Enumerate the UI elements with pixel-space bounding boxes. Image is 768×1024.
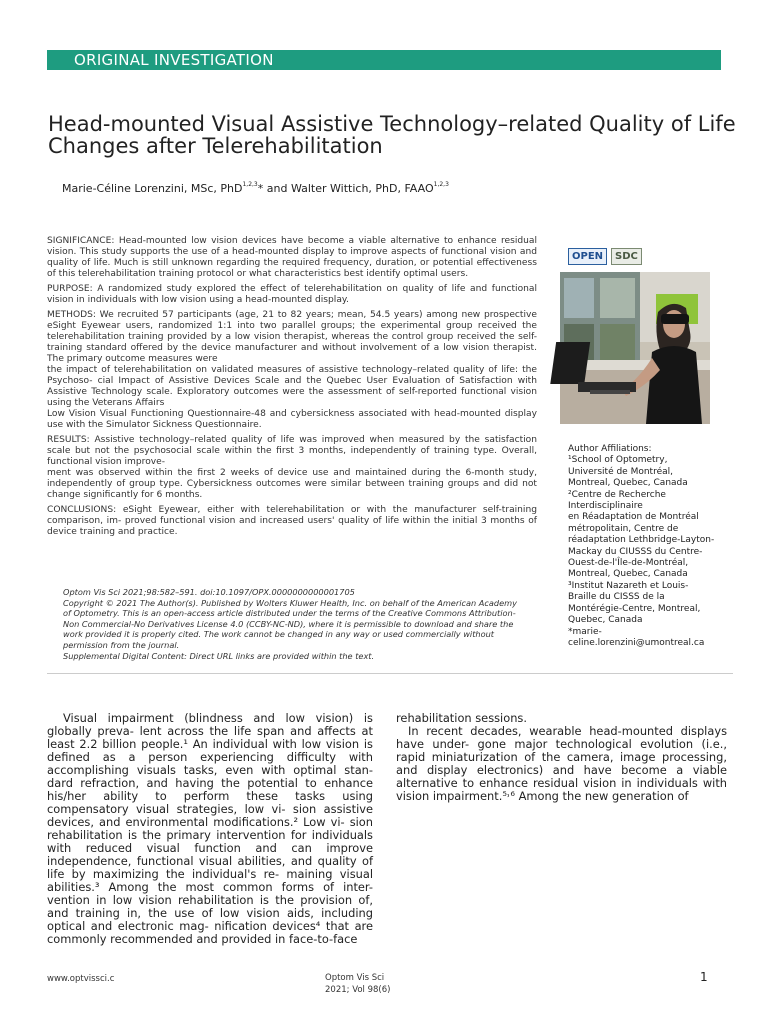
affiliation-line: ²Centre de Recherche <box>568 489 666 500</box>
body-paragraph: Visual impairment (blindness and low vision) is globally preva- lent across the life span and affects at least 2.2 billion people.¹ An individual with low vision is defined as a person experiencing difficulty with accomplishing visuals tasks, even with optimal stan- dard refraction, and having the potential to enhance his/her ability to perform these tasks using compensatory visual strategies, low vi- sion assistive devices, and environmental modifications.² Low vi- sion rehabilitation is the primary intervention for individuals with reduced visual function and can improve independence, functional visual abilities, and quality of life by maximizing the individual's re- maining visual abilities.³ Among the most common forms of inter- vention in low vision rehabilitation is the provision of, and training in, the use of low vision aids, including optical and electronic mag- nification devices⁴ that are commonly recommended and provided in face-to-face <box>47 711 373 946</box>
affiliation-line: Author Affiliations: <box>568 444 652 454</box>
body-column-left <box>47 712 373 946</box>
affiliation-line: *marie- <box>568 626 602 637</box>
open-access-badge[interactable]: OPEN <box>568 248 607 265</box>
affiliation-line: ³Institut Nazareth et Louis- <box>568 580 689 591</box>
sdc-badge[interactable]: SDC <box>611 248 642 265</box>
affiliation-line: ¹School of Optometry, <box>568 455 668 466</box>
copyright-line: permission from the journal. <box>63 639 180 650</box>
abstract <box>47 236 537 542</box>
affiliation-line: Ouest-de-l'Île-de-Montréal, <box>568 558 689 569</box>
access-badges <box>568 244 646 265</box>
author-2-name: Walter Wittich, PhD, FAAO <box>290 182 434 195</box>
footer-citation: Optom Vis Sci 2021; Vol 98(6) <box>325 973 391 995</box>
affiliation-line: Montreal, Quebec, Canada <box>568 478 688 489</box>
author-line <box>62 182 449 195</box>
copyright-line: Non Commercial-No Derivatives License 4.0 (CCBY-NC-ND), where it is permissible to download and share the <box>63 618 514 629</box>
abstract-methods-part-2: the impact of telerehabilitation on validated measures of assistive technology–related quality of life: the Psychoso- cial Impact of Assistive Devices Scale and the Quebec User Evaluation of Satisfaction with Assistive Technology scale. Exploratory outcomes were the assessment of self-reported functional vision using the Veterans Affairs <box>47 365 537 408</box>
abstract-conclusions: CONCLUSIONS: eSight Eyewear, either with telerehabilitation or with the manufacturer self-training comparison, im- proved functional vision and increased users' quality of life within the initial 3 months of device training and practice. <box>47 505 537 537</box>
body-paragraph-continuation: rehabilitation sessions. <box>396 711 527 725</box>
article-title: Head-mounted Visual Assistive Technology–related Quality of Life Changes after Telerehabilitation <box>48 112 736 158</box>
affiliation-line: Université de Montréal, <box>568 466 674 477</box>
abstract-results-part-1: RESULTS: Assistive technology–related quality of life was improved when measured by the satisfaction scale but not the psychosocial scale within the first 3 months, independently of training type. Overall, functional vision improve- <box>47 435 537 467</box>
abstract-results-part-2: ment was observed within the first 2 weeks of device use and maintained during the 6-month study, independently of group type. Cybersickness outcomes were similar between training groups and did not change significantly for 6 months. <box>47 468 537 500</box>
author-1-name: Marie-Céline Lorenzini, MSc, PhD <box>62 182 243 195</box>
section-banner <box>47 50 721 70</box>
affiliation-line: en Réadaptation de Montréal <box>568 512 699 523</box>
page-number: 1 <box>700 970 708 984</box>
affiliation-line: Interdisciplinaire <box>568 501 643 512</box>
affiliation-line: Mackay du CIUSSS du Centre- <box>568 546 703 557</box>
section-divider <box>47 673 733 674</box>
abstract-significance: SIGNIFICANCE: Head-mounted low vision devices have become a viable alternative to enhance residual vision. This study supports the use of a head-mounted display to improve aspects of functional vision and quality of life. Much is still unknown regarding the required frequency, duration, or potential effectiveness of this telerehabilitation training protocol or what characteristics best identify optimal users. <box>47 236 537 279</box>
participant-photo <box>560 272 710 424</box>
abstract-purpose: PURPOSE: A randomized study explored the effect of telerehabilitation on quality of life and functional vision in individuals with low vision using a head-mounted display. <box>47 284 537 305</box>
abstract-methods-part-1: METHODS: We recruited 57 participants (age, 21 to 82 years; mean, 54.5 years) among new prospective eSight Eyewear users, randomized 1:1 into two parallel groups; the experimental group received the telerehabilitation training provided by a low vision therapist, whereas the control group received the self-training standard offered by the device manufacturer and without involvement of a low vision therapist. The primary outcome measures were <box>47 310 537 364</box>
author-separator: * and <box>257 182 291 195</box>
section-label: ORIGINAL INVESTIGATION <box>74 51 274 69</box>
supplemental-note: Supplemental Digital Content: Direct URL links are provided within the text. <box>63 650 375 661</box>
affiliation-line: Braille du CISSS de la <box>568 592 665 603</box>
copyright-line: work provided it is properly cited. The work cannot be changed in any way or used commercially without <box>63 629 495 640</box>
body-column-right <box>396 712 727 803</box>
citation-reference: Optom Vis Sci 2021;98:582–591. doi:10.1097/OPX.0000000000001705 <box>63 587 355 597</box>
copyright-line: Copyright © 2021 The Author(s). Published by Wolters Kluwer Health, Inc. on behalf of the American Academy <box>63 597 517 608</box>
photo-illustration <box>560 272 710 424</box>
corresponding-email[interactable]: celine.lorenzini@umontreal.ca <box>568 637 705 648</box>
citation-block <box>63 587 533 661</box>
body-paragraph: In recent decades, wearable head-mounted displays have under- gone major technological evolution (i.e., rapid miniaturization of the camera, image processing, and display electronics) and have become a viable alternative to enhance residual vision in individuals with vision impairment.⁵˒⁶ Among the new generation of <box>396 724 727 803</box>
abstract-methods-part-3: Low Vision Visual Functioning Questionnaire-48 and cybersickness associated with head-mounted display use with the Simulator Sickness Questionnaire. <box>47 409 537 430</box>
author-2-affiliation-sup: 1,2,3 <box>433 181 449 188</box>
footer-journal-url[interactable]: www.optvissci.c <box>47 974 115 984</box>
author-affiliations <box>568 444 718 649</box>
affiliation-line: Quebec, Canada <box>568 615 643 626</box>
author-1-affiliation-sup: 1,2,3 <box>242 181 258 188</box>
affiliation-line: Montreal, Quebec, Canada <box>568 569 688 580</box>
affiliation-line: Montérégie-Centre, Montreal, <box>568 603 701 614</box>
affiliation-line: métropolitain, Centre de <box>568 523 679 534</box>
copyright-line: of Optometry. This is an open-access article distributed under the terms of the Creative Commons Attribution- <box>63 608 516 619</box>
affiliation-line: réadaptation Lethbridge-Layton- <box>568 535 715 546</box>
